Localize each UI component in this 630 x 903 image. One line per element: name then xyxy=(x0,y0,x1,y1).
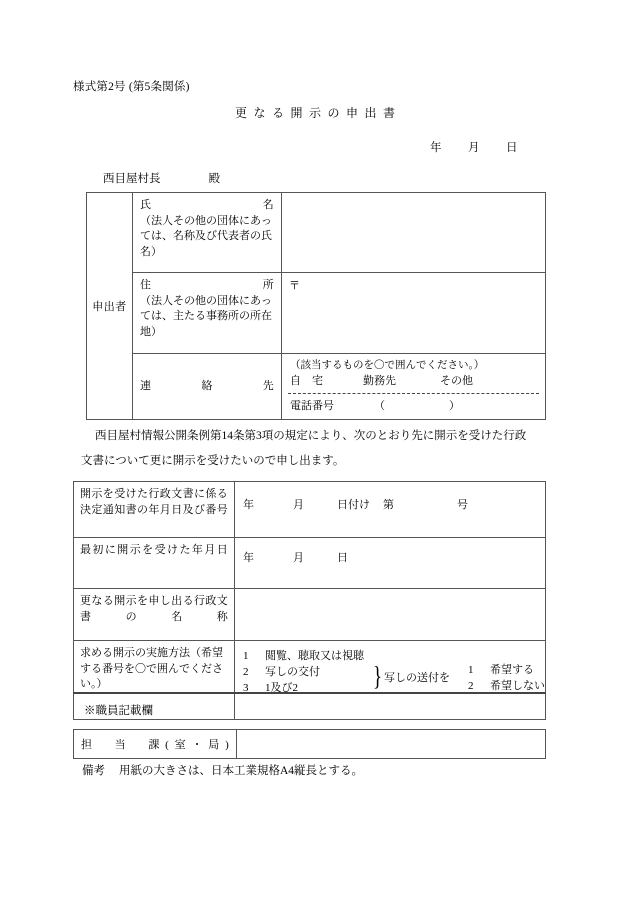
notice-date-number-input[interactable] xyxy=(235,482,546,538)
addressee xyxy=(103,170,220,186)
staff-section-heading: ※職員記載欄 xyxy=(84,705,153,717)
contact-options xyxy=(290,374,537,389)
copy-delivery-choices xyxy=(468,662,545,694)
notice-year-label: 年 xyxy=(243,499,254,511)
first-day-label: 日 xyxy=(337,552,348,564)
table-row xyxy=(74,538,546,589)
form-number: 様式第2号 (第5条関係) xyxy=(73,81,190,93)
contact-label-text: 連 絡 先 xyxy=(140,379,274,392)
contact-option-other[interactable]: その他 xyxy=(440,375,473,387)
applicant-name-input[interactable] xyxy=(282,193,546,273)
first-disclosure-date-fields xyxy=(243,543,537,565)
notice-date-number-label-text: 開示を受けた行政文書に係る決定通知書の年月日及び番号 xyxy=(80,488,228,516)
method-options xyxy=(243,646,545,696)
disclosure-detail-table xyxy=(73,481,546,720)
applicant-side-label: 申出者 xyxy=(87,193,133,420)
department-label xyxy=(74,730,237,759)
method-option-1-number: 1 xyxy=(243,650,249,662)
applicant-name-label xyxy=(133,193,282,273)
table-row xyxy=(87,354,546,420)
first-year-label: 年 xyxy=(243,552,254,564)
contact-option-work[interactable]: 勤務先 xyxy=(363,375,396,387)
notice-dai-label: 第 xyxy=(383,499,394,511)
document-name-input[interactable] xyxy=(235,589,546,641)
notice-month-label: 月 xyxy=(293,499,304,511)
contact-option-home[interactable]: 自 宅 xyxy=(290,375,323,387)
page-title: 更なる開示の申出書 xyxy=(234,106,402,120)
contact-cell xyxy=(282,354,546,420)
notice-gou-label: 号 xyxy=(457,499,468,511)
table-row xyxy=(74,589,546,641)
body-paragraph-line2: 文書について更に開示を受けたいので申し出ます。 xyxy=(81,455,345,467)
phone-label: 電話番号 xyxy=(290,400,334,412)
document-name-label xyxy=(74,589,235,641)
addressee-honorific: 殿 xyxy=(208,173,220,185)
copy-delivery-choice-2-number: 2 xyxy=(468,680,474,692)
first-disclosure-date-label-text: 最初に開示を受けた年月日 xyxy=(80,544,228,556)
copy-delivery-choice-1-number: 1 xyxy=(468,664,474,676)
grouping-brace-icon: } xyxy=(372,661,383,691)
first-disclosure-date-label xyxy=(74,538,235,589)
applicant-address-input[interactable] xyxy=(282,273,546,354)
method-label-text: 求める開示の実施方法（希望する番号を〇で囲んでください。） xyxy=(80,647,223,690)
copy-delivery-choice-2-text: 希望しない xyxy=(490,680,545,692)
applicant-address-label-note: （法人その他の団体にあっては、主たる事務所の所在地） xyxy=(140,294,272,338)
notice-date-number-fields xyxy=(243,487,537,512)
date-day-label: 日 xyxy=(506,142,518,154)
department-input[interactable] xyxy=(237,730,546,759)
method-option-1-text: 閲覧、聴取又は視聴 xyxy=(265,650,364,662)
remark-key: 備考 xyxy=(82,765,105,777)
date-year-label: 年 xyxy=(430,142,442,154)
body-paragraph-line1: 西目屋村情報公開条例第14条第3項の規定により、次のとおり先に開示を受けた行政 xyxy=(95,430,527,442)
first-disclosure-date-input[interactable] xyxy=(235,538,546,589)
applicant-table xyxy=(86,192,546,420)
contact-instruction: （該当するものを〇で囲んでください。） xyxy=(290,360,485,371)
contact-divider xyxy=(288,393,539,394)
table-row xyxy=(74,730,546,759)
contact-top xyxy=(282,354,545,391)
phone-input[interactable]: （ ） xyxy=(374,400,474,412)
remark-text: 用紙の大きさは、日本工業規格A4縦長とする。 xyxy=(119,765,364,777)
department-label-text: 担 当 課(室・局) xyxy=(81,739,229,751)
table-row xyxy=(87,193,546,273)
remark-note xyxy=(82,762,363,778)
document-name-label-text: 更なる開示を申し出る行政文書の名称 xyxy=(80,595,228,623)
copy-delivery-label: 写しの送付を xyxy=(384,672,450,684)
staff-table xyxy=(73,729,546,759)
applicant-name-label-main: 氏 名 xyxy=(140,199,274,211)
postal-code-symbol: 〒 xyxy=(289,280,300,292)
table-row xyxy=(74,482,546,538)
contact-box xyxy=(282,354,545,419)
section-divider xyxy=(73,692,546,694)
notice-date-number-label xyxy=(74,482,235,538)
method-options-cell xyxy=(235,641,546,720)
copy-delivery-choice-1[interactable] xyxy=(468,662,545,678)
method-option-2-text: 写しの交付 xyxy=(265,666,320,678)
contact-label xyxy=(133,354,282,420)
method-option-3-text: 1及び2 xyxy=(265,682,298,694)
body-paragraph xyxy=(73,424,551,474)
method-option-3-number: 3 xyxy=(243,682,249,694)
table-row xyxy=(87,273,546,354)
addressee-name: 西目屋村長 xyxy=(103,173,161,185)
applicant-address-label-main: 住 所 xyxy=(140,279,274,291)
applicant-address-label xyxy=(133,273,282,354)
date-month-label: 月 xyxy=(468,142,480,154)
notice-dayof-label: 日付け xyxy=(337,499,370,511)
applicant-name-label-note: （法人その他の団体にあっては、名称及び代表者の氏名） xyxy=(140,214,272,258)
phone-row xyxy=(282,397,545,413)
first-month-label: 月 xyxy=(293,552,304,564)
submission-date-line xyxy=(430,139,540,155)
copy-delivery-choice-1-text: 希望する xyxy=(490,664,534,676)
method-option-2-number: 2 xyxy=(243,666,249,678)
